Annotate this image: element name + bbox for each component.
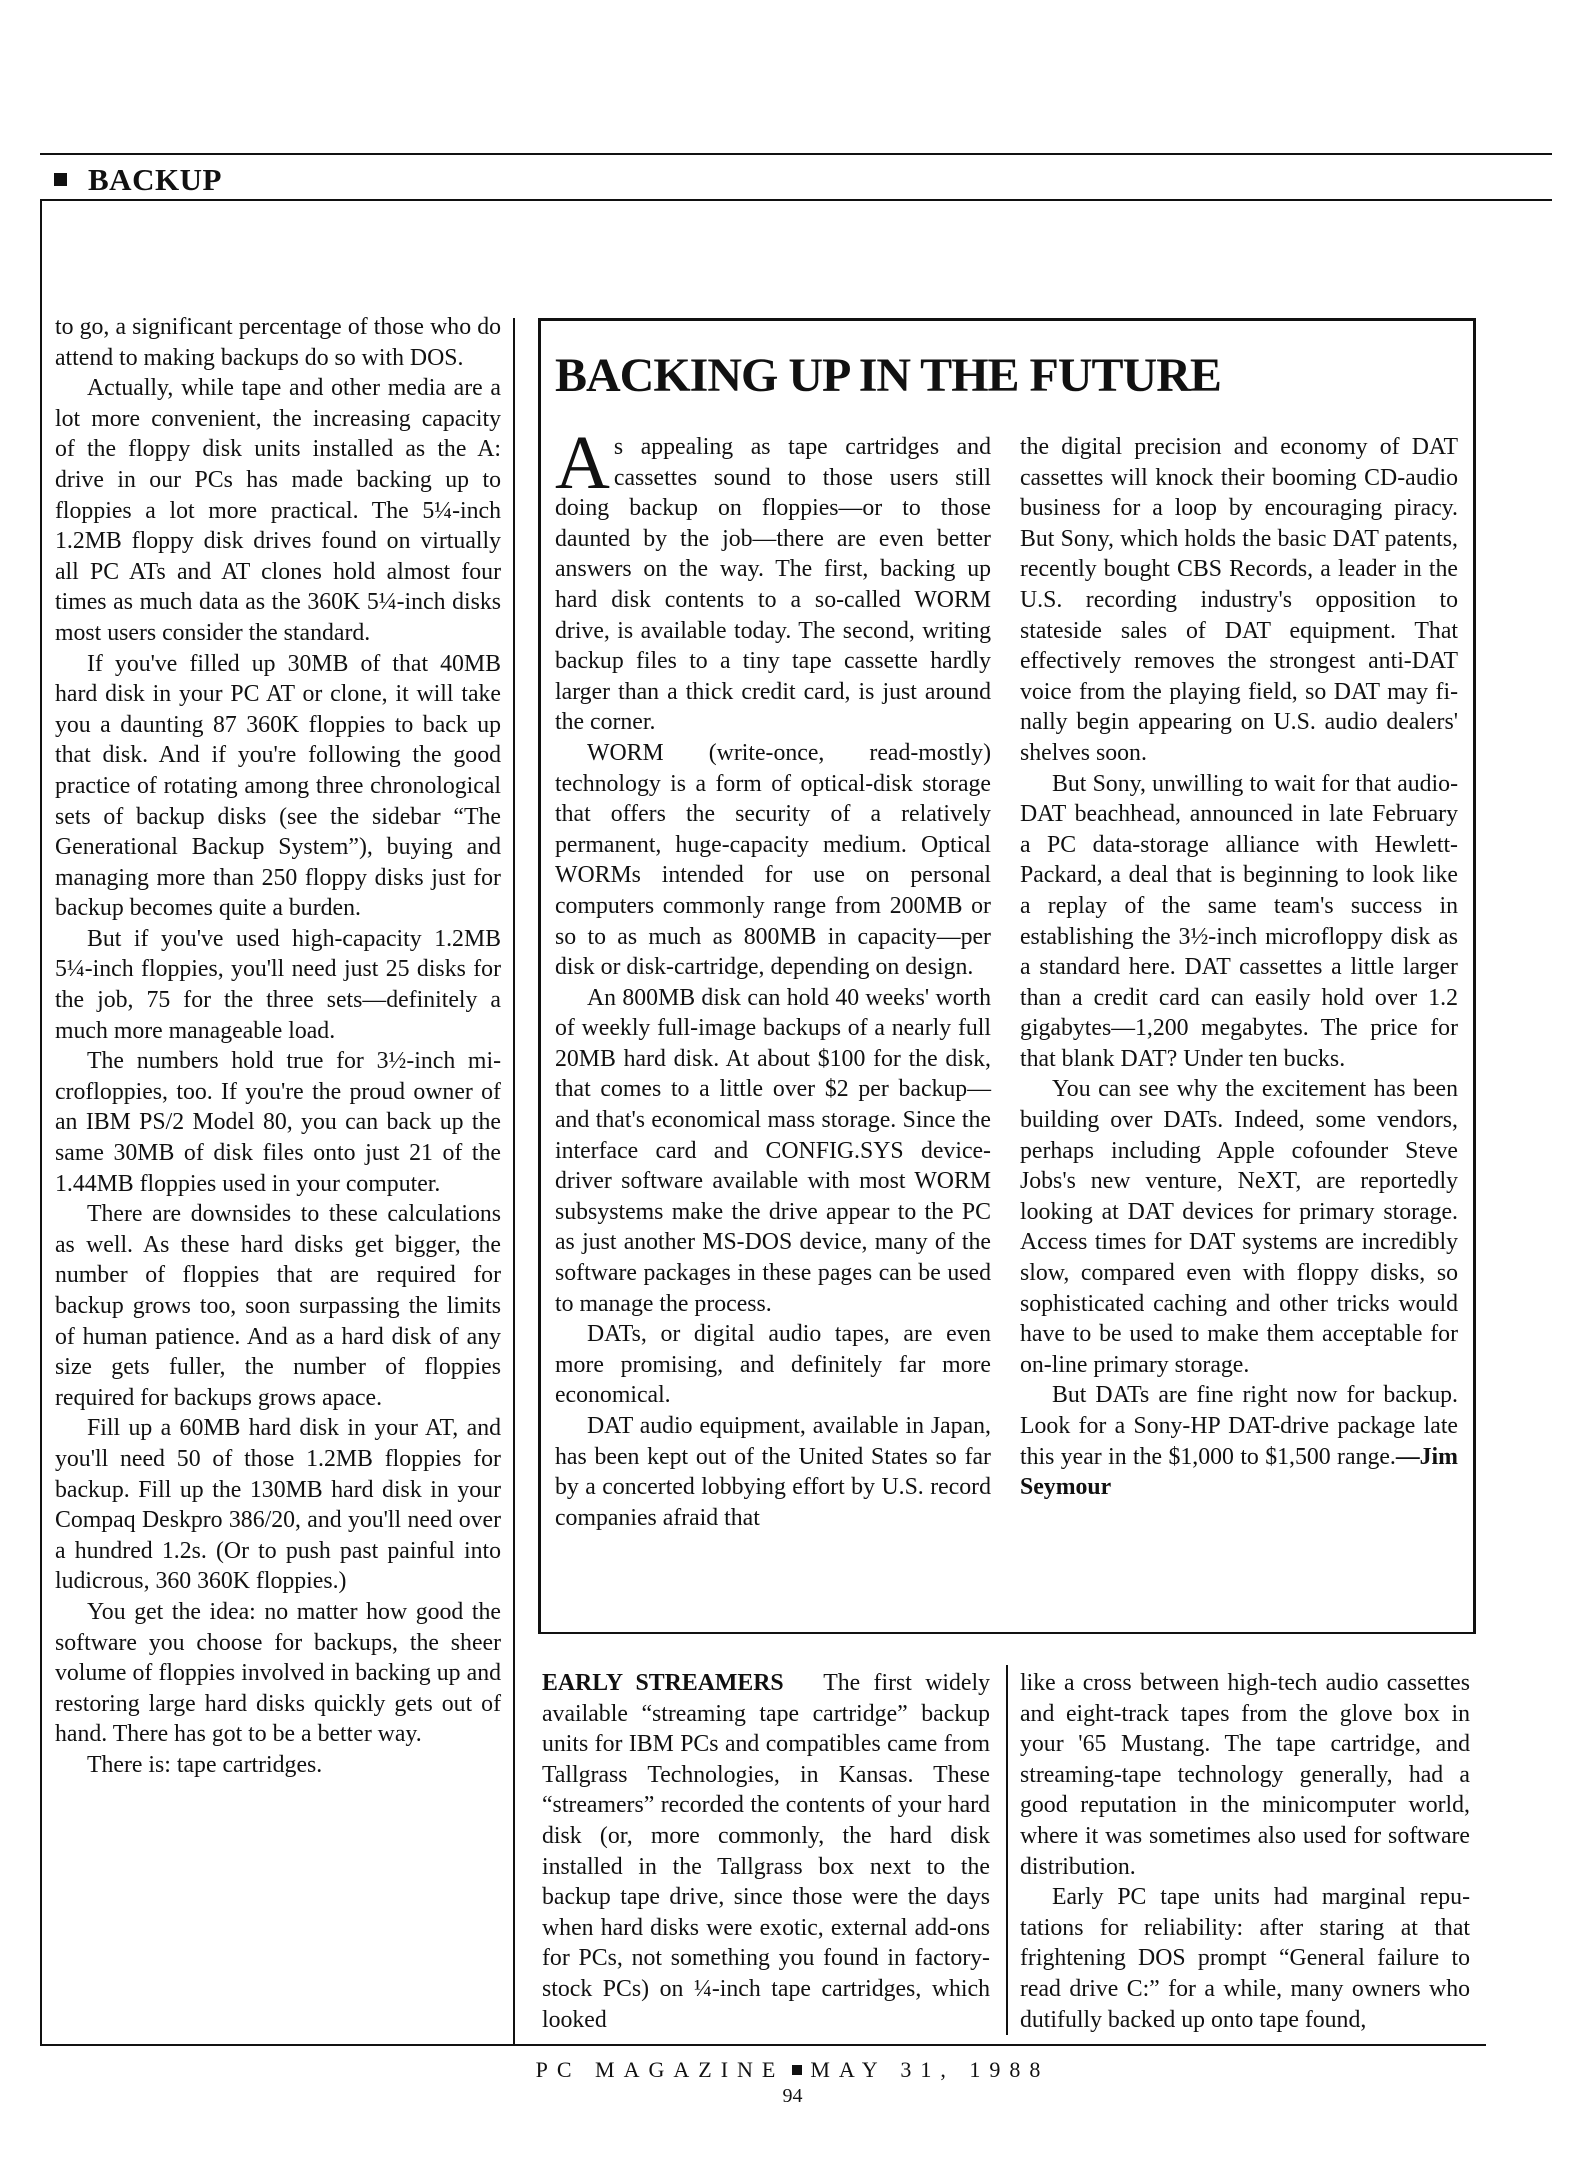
footer-separator-icon (792, 2065, 802, 2075)
sidebar-paragraph: An 800MB disk can hold 40 weeks' worth of weekly full-image backups of a nearly full 20MB hard disk. At about $100 for the disk, that comes to a little over $2 per backup—and that's economical mass storage. Since the interface card and CONFIG.SYS device-driver software available with most WORM subsystems make the drive appear to the PC as just another MS-DOS device, many of the software packages in these pages can be used to manage the process. (555, 984, 991, 1317)
page-frame-left (40, 201, 42, 2045)
streamers-column-1 (542, 1668, 990, 2035)
streamers-column-2 (1020, 1668, 1470, 2035)
sidebar-paragraph: DAT audio equipment, available in Japan, has been kept out of the United States so far by a concerted lobbying effort by U.S. record companies afraid that (555, 1413, 991, 1531)
drop-cap: A (555, 421, 610, 505)
sidebar-paragraph: DATs, or digital audio tapes, are even more promising, and definitely far more economical. (555, 1321, 991, 1409)
main-paragraph: There is: tape cartridges. (87, 1751, 323, 1778)
streamers-column-rule (1006, 1665, 1008, 2035)
section-bullet-icon (54, 173, 67, 186)
column-rule-left (513, 318, 515, 2045)
sidebar-column-1 (555, 421, 991, 1533)
main-paragraph: But if you've used high-capacity 1.2MB 5¼-inch floppies, you'll need just 25 disks for the job, 75 for the three sets—definitely a much more manageable load. (55, 925, 501, 1044)
sidebar-paragraph: But Sony, unwilling to wait for that audio-DAT beachhead, announced in late February a PC data-storage alliance with Hewlett-Packard, a deal that is beginning to look like a replay of the same team's success in establishing the 3½-inch microfloppy disk as a standard here. DAT cassettes a little larger than a credit card can easily hold over 1.2 gigabytes—1,200 megabytes. The price for that blank DAT? Under ten bucks. (1020, 770, 1458, 1072)
sidebar-paragraph: You can see why the excitement has been building over DATs. Indeed, some vendors, perhaps including Apple cofounder Steve Jobs's new venture, NeXT, are reportedly looking at DAT devices for primary storage. Access times for DAT systems are incredibly slow, compared even with floppy disks, so sophisticated caching and other tricks would have to be used to make them acceptable for on-line primary storage. (1020, 1076, 1458, 1378)
sidebar-closing-paragraph (1020, 1380, 1458, 1502)
sidebar-closing-text: But DATs are fine right now for backup. Look for a Sony-HP DAT-drive package late this year in the $1,000 to $1,500 range. (1020, 1382, 1458, 1470)
sidebar-column-2 (1020, 432, 1458, 1503)
footer-publication-line (0, 2057, 1585, 2083)
streamers-paragraph: Early PC tape units had marginal reputations for reliability: after staring at that frightening DOS prompt “General failure to read drive C:” for a while, many owners who dutifully backed up onto tape found, (1020, 1884, 1470, 2033)
streamers-paragraph (542, 1668, 990, 2035)
sidebar-title: BACKING UP IN THE FUTURE (555, 349, 1221, 402)
section-label: BACKUP (88, 162, 222, 197)
page-bottom-rule (40, 2044, 1486, 2046)
section-header (40, 153, 1552, 201)
main-article-column (55, 312, 501, 1781)
footer-publication: PC MAGAZINE (535, 2057, 785, 2082)
page-number: 94 (782, 2085, 803, 2107)
main-paragraph: Actually, while tape and other media are a lot more convenient, the increasing capacity of the floppy disk units installed as the A: drive in our PCs has made backing up to floppies a lot more practical. The 5¼-inch 1.2MB floppy disk drives found on virtually all PC ATs and AT clones hold almost four times as much data as the 360K 5¼-inch disks most users consider the standard. (55, 375, 501, 646)
main-paragraph: Fill up a 60MB hard disk in your AT, and you'll need 50 of those 1.2MB floppies for backup. Fill up the 130MB hard disk in your Compaq Deskpro 386/20, and you'll need over a hundred 1.2s. (Or to push past painful into ludicrous, 360 360K floppies.) (55, 1415, 501, 1595)
main-paragraph: The numbers hold true for 3½-inch microfloppies, too. If you're the proud owner of an IBM PS/2 Model 80, you can back up the same 30MB of disk files onto just 21 of the 1.44MB floppies used in your computer. (55, 1048, 501, 1197)
sidebar-lead-text: s appealing as tape cartridges and cassettes sound to those users still doing backup on floppies—or to those daunted by the job—there are even better answers on the way. The first, backing up hard disk contents to a so-called WORM drive, is available today. The second, writing backup files to a tiny tape cassette hardly larger than a thick credit card, is just around the corner. (555, 434, 991, 736)
streamers-paragraph: like a cross between high-tech audio cassettes and eight-track tapes from the glove box in your '65 Mustang. The tape cartridge, and streaming-tape technology generally, had a good reputation in the minicomputer world, where it was sometimes also used for software distribution. (1020, 1670, 1470, 1880)
sidebar-paragraph: WORM (write-once, read-mostly) technology is a form of optical-disk storage that offers the security of a relatively permanent, huge-capacity medium. Optical WORMs intended for use on personal computers commonly range from 200MB or so to as much as 800MB in capacity—per disk or disk-cartridge, depending on design. (555, 739, 991, 981)
sidebar-lead-paragraph (555, 421, 991, 738)
main-paragraph: You get the idea: no matter how good the software you choose for backups, the sheer volume of floppies involved in backing up and restoring large hard disks quickly gets out of hand. There has got to be a better way. (55, 1598, 501, 1748)
footer-date: MAY 31, 1988 (810, 2057, 1050, 2082)
main-paragraph: There are downsides to these calculations as well. As these hard disks get bigger, the number of floppies that are required for backup grows too, soon surpassing the limits of human patience. And as a hard disk of any size gets fuller, the number of floppies required for backups grows apace. (55, 1201, 501, 1411)
byline: —Jim Seymour (1020, 1443, 1458, 1501)
streamers-runin-head: EARLY STREAMERS (542, 1670, 784, 1696)
sidebar-paragraph: the digital precision and economy of DAT cassettes will knock their booming CD-audio business for a loop by encouraging piracy. But Sony, which holds the basic DAT patents, recently bought CBS Records, a leader in the U.S. recording industry's opposition to stateside sales of DAT equipment. That effectively removes the strongest anti-DAT voice from the playing field, so DAT may finally begin appearing on U.S. audio dealers' shelves soon. (1020, 434, 1458, 766)
main-paragraph: If you've filled up 30MB of that 40MB hard disk in your PC AT or clone, it will take you a daunting 87 360K floppies to back up that disk. And if you're following the good practice of rotating among three chronological sets of backup disks (see the sidebar “The Generational Backup System”), buying and managing more than 250 floppy disks just for backup becomes quite a burden. (55, 650, 501, 922)
main-paragraph: to go, a significant percentage of those who do attend to making backups do so with DOS. (55, 314, 501, 371)
streamers-text: The first widely available “streaming tape cartridge” backup units for IBM PCs and compatibles came from Tallgrass Technologies, in Kansas. These “streamers” recorded the contents of your hard disk (or, more commonly, the hard disk installed in the Tallgrass box next to the backup tape drive, since those were the days when hard disks were exotic, external add-ons for PCs, not something you found in factory-stock PCs) on ¼-inch tape cartridges, which looked (542, 1670, 990, 2033)
